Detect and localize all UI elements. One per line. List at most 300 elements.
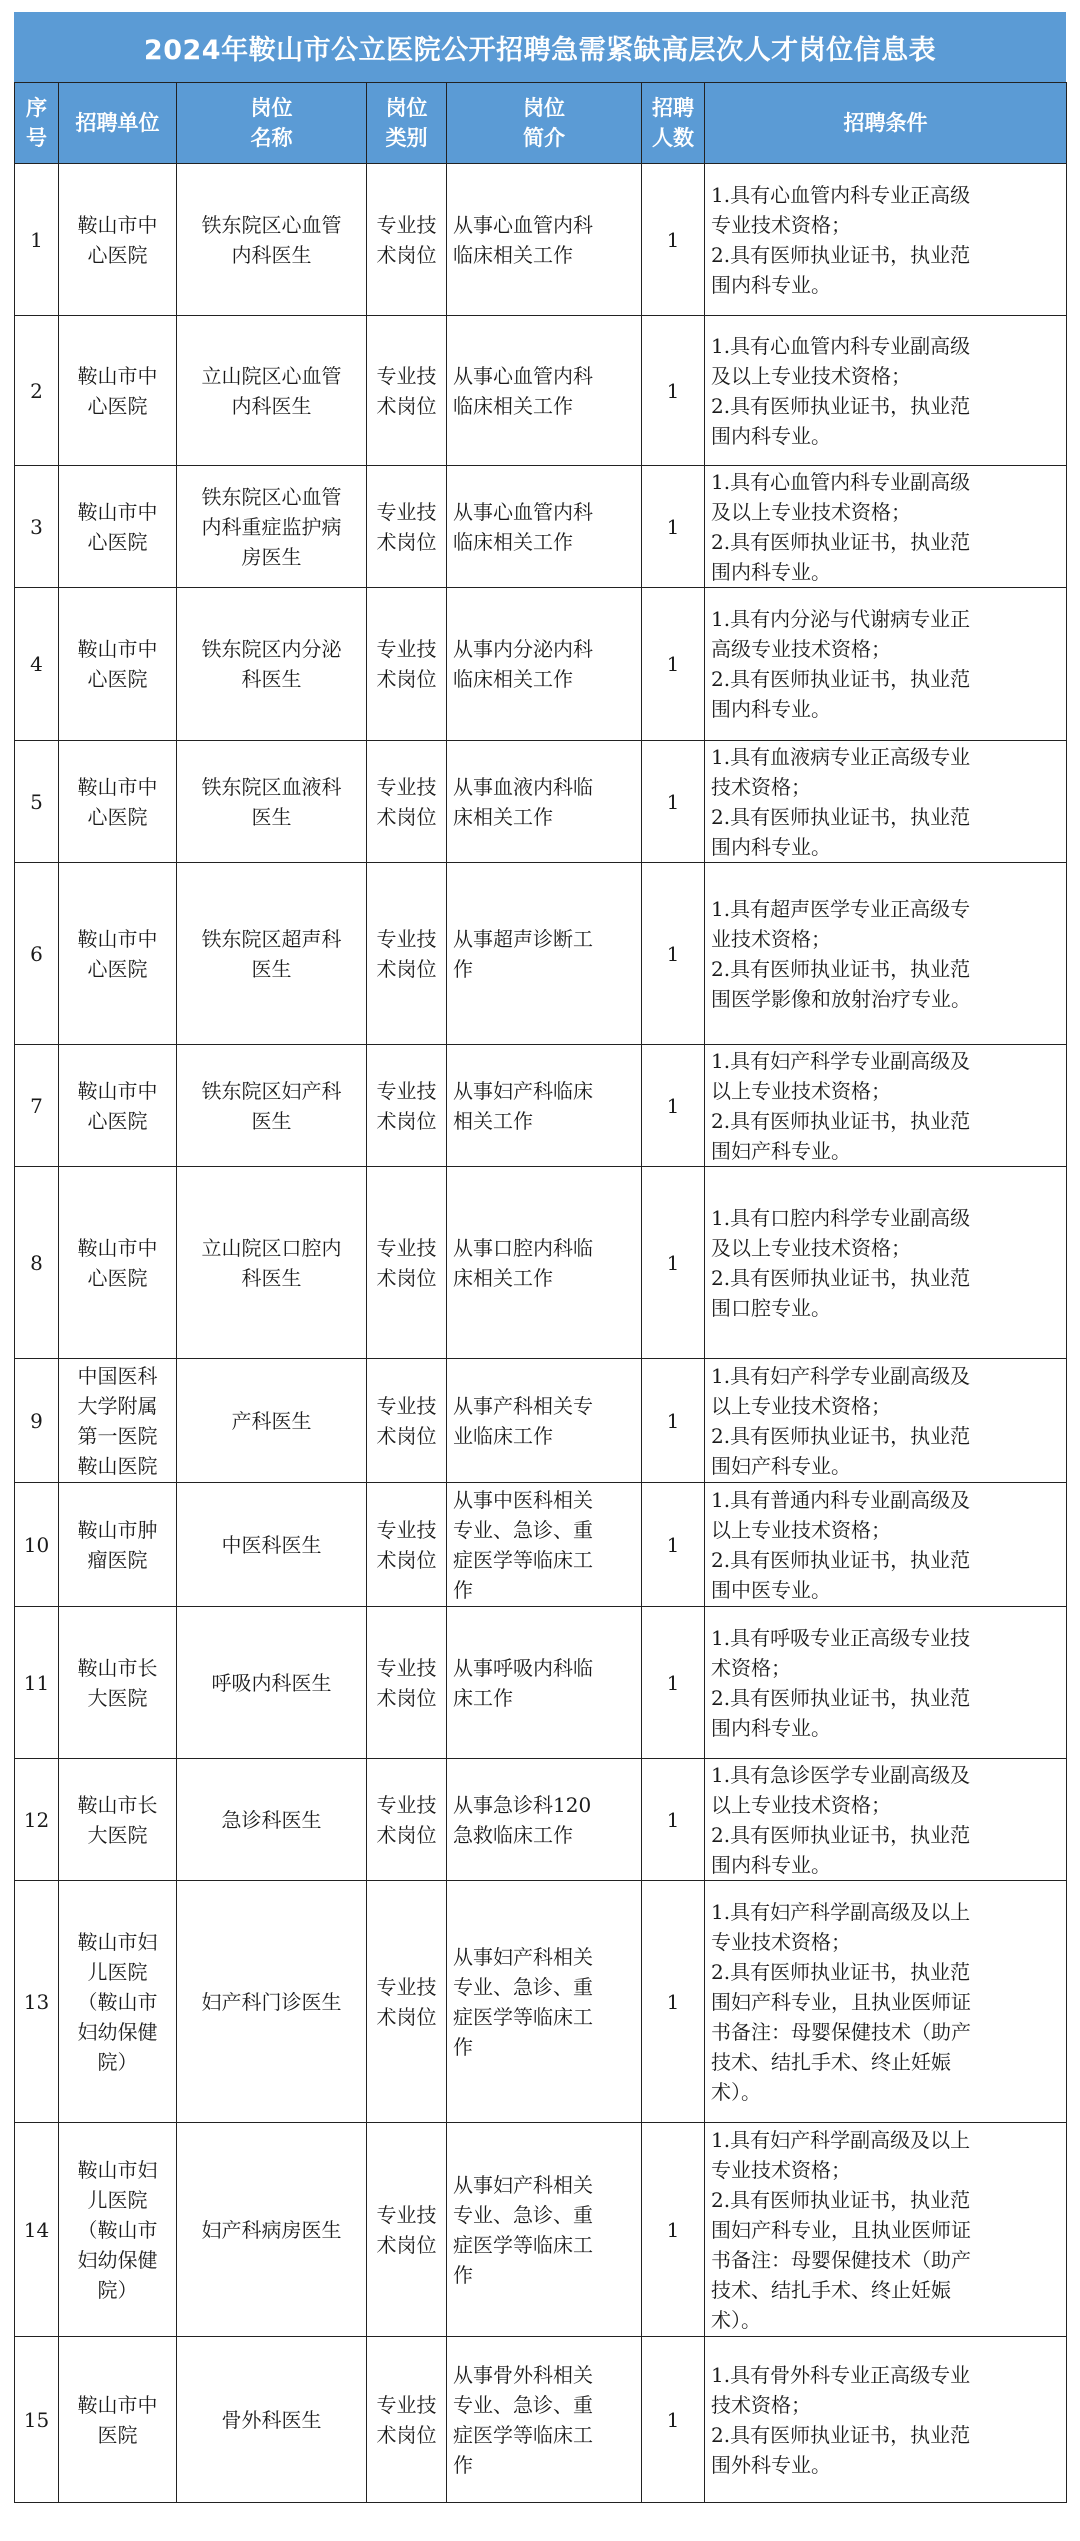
cell-requirements-line: 围内科专业。 (711, 1715, 831, 1740)
cell-requirements-line: 围内科专业。 (711, 834, 831, 859)
cell-post-name (177, 1045, 367, 1167)
cell-requirements-line: 2.具有医师执业证书，执业范 (711, 1547, 971, 1572)
cell-requirements (705, 1167, 1067, 1359)
cell-post-desc-line: 临床相关工作 (453, 667, 573, 691)
cell-unit-line: 鞍山医院 (77, 1453, 158, 1478)
cell-post-type-line: 术岗位 (376, 393, 437, 418)
cell-requirements (705, 316, 1067, 466)
cell-post-type-line: 专业技 (376, 926, 437, 951)
cell-unit (59, 1359, 177, 1483)
cell-requirements-line: 专业技术资格； (711, 2157, 851, 2182)
cell-post-type-line: 术岗位 (376, 2422, 437, 2447)
cell-unit (59, 1045, 177, 1167)
cell-requirements-line: 及以上专业技术资格； (711, 499, 911, 524)
cell-post-type-line: 术岗位 (376, 2232, 437, 2257)
cell-requirements-line: 2.具有医师执业证书，执业范 (711, 2422, 971, 2447)
cell-post-desc-line: 临床相关工作 (453, 242, 573, 267)
cell-requirements-line: 1.具有普通内科专业副高级及 (711, 1487, 971, 1512)
cell-requirements-line: 技术资格； (711, 774, 811, 799)
cell-post-type-line: 专业技 (376, 363, 437, 388)
cell-post-type-line: 术岗位 (376, 1265, 437, 1290)
cell-post-type-line: 术岗位 (376, 1423, 437, 1448)
cell-requirements (705, 2337, 1067, 2503)
cell-post-type (367, 588, 447, 741)
cell-requirements-line: 2.具有医师执业证书，执业范 (711, 1265, 971, 1290)
cell-requirements-line: 1.具有内分泌与代谢病专业正 (711, 607, 971, 631)
cell-post-desc (447, 1881, 642, 2123)
cell-count: 1 (642, 466, 705, 588)
cell-post-type-line: 术岗位 (376, 1685, 437, 1710)
cell-requirements-line: 围医学影像和放射治疗专业。 (711, 986, 971, 1011)
cell-count: 1 (642, 164, 705, 316)
cell-post-name-line: 妇产科病房医生 (201, 2217, 342, 2242)
cell-requirements-line: 1.具有呼吸专业正高级专业技 (711, 1625, 971, 1650)
cell-post-name-line: 铁东院区心血管 (201, 484, 342, 509)
cell-post-desc-line: 症医学等临床工 (453, 2232, 593, 2257)
cell-requirements-line: 2.具有医师执业证书，执业范 (711, 529, 971, 554)
table-row (15, 1483, 1067, 1607)
cell-requirements-line: 围妇产科专业，且执业医师证 (711, 1989, 971, 2014)
cell-seq: 12 (15, 1759, 59, 1881)
cell-unit (59, 164, 177, 316)
cell-post-type (367, 1607, 447, 1759)
cell-post-desc (447, 316, 642, 466)
cell-post-desc (447, 1167, 642, 1359)
cell-seq: 9 (15, 1359, 59, 1483)
cell-unit-line: 妇幼保健 (77, 2019, 158, 2044)
header-post-type: 岗位 类别 (367, 83, 447, 164)
cell-post-type-line: 专业技 (376, 1078, 437, 1103)
cell-post-name-line: 产科医生 (231, 1408, 312, 1433)
cell-requirements-line: 业技术资格； (711, 926, 831, 951)
cell-unit-line: 心医院 (87, 242, 148, 267)
cell-unit-line: 鞍山市中 (77, 774, 158, 799)
cell-post-type (367, 466, 447, 588)
cell-post-type-line: 术岗位 (376, 2004, 437, 2029)
cell-requirements-line: 围妇产科专业。 (711, 1453, 851, 1478)
cell-post-type-line: 专业技 (376, 2392, 437, 2417)
cell-unit-line: 心医院 (87, 1108, 148, 1133)
cell-requirements-line: 术）。 (711, 2307, 761, 2332)
cell-requirements-line: 围妇产科专业。 (711, 1138, 851, 1163)
cell-count: 1 (642, 741, 705, 863)
cell-requirements-line: 2.具有医师执业证书，执业范 (711, 1822, 971, 1847)
cell-requirements-line: 术资格； (711, 1655, 791, 1680)
cell-requirements-line: 2.具有医师执业证书，执业范 (711, 2187, 971, 2212)
cell-post-desc-line: 作 (453, 1577, 473, 1602)
table-row (15, 1045, 1067, 1167)
cell-post-name (177, 1759, 367, 1881)
cell-post-desc-line: 急救临床工作 (453, 1822, 573, 1847)
cell-unit-line: （鞍山市 (77, 2217, 158, 2242)
cell-post-desc-line: 从事产科相关专 (453, 1393, 593, 1418)
cell-unit (59, 1759, 177, 1881)
cell-requirements-line: 围内科专业。 (711, 697, 831, 721)
cell-requirements-line: 围中医专业。 (711, 1577, 831, 1602)
cell-post-desc-line: 临床相关工作 (453, 529, 573, 554)
cell-seq: 1 (15, 164, 59, 316)
header-post-name: 岗位 名称 (177, 83, 367, 164)
cell-post-desc-line: 从事呼吸内科临 (453, 1655, 593, 1680)
table-row (15, 2123, 1067, 2337)
cell-post-type-line: 术岗位 (376, 667, 437, 691)
cell-requirements (705, 2123, 1067, 2337)
cell-post-desc (447, 2337, 642, 2503)
cell-unit-line: 鞍山市中 (77, 1235, 158, 1260)
cell-requirements-line: 术）。 (711, 2079, 761, 2104)
cell-post-desc-line: 从事心血管内科 (453, 363, 593, 388)
cell-post-name-line: 中医科医生 (221, 1532, 322, 1557)
cell-unit-line: 院） (97, 2277, 138, 2302)
cell-unit (59, 741, 177, 863)
cell-unit-line: 医院 (97, 2422, 138, 2447)
cell-seq: 4 (15, 588, 59, 741)
cell-post-desc-line: 从事中医科相关 (453, 1487, 593, 1512)
cell-post-name (177, 588, 367, 741)
cell-post-desc (447, 1759, 642, 1881)
header-count: 招聘 人数 (642, 83, 705, 164)
cell-post-name-line: 铁东院区内分泌 (201, 637, 342, 661)
cell-requirements-line: 围妇产科专业，且执业医师证 (711, 2217, 971, 2242)
recruitment-table-container (14, 12, 1066, 2503)
cell-seq: 14 (15, 2123, 59, 2337)
cell-unit (59, 316, 177, 466)
header-post-desc: 岗位 简介 (447, 83, 642, 164)
cell-requirements-line: 1.具有口腔内科学专业副高级 (711, 1205, 971, 1230)
cell-requirements-line: 以上专业技术资格； (711, 1393, 891, 1418)
cell-requirements-line: 以上专业技术资格； (711, 1517, 891, 1542)
table-row (15, 2337, 1067, 2503)
cell-post-type (367, 316, 447, 466)
cell-post-name-line: 医生 (251, 1108, 292, 1133)
cell-post-name-line: 急诊科医生 (221, 1807, 322, 1832)
cell-seq: 10 (15, 1483, 59, 1607)
cell-post-desc-line: 从事血液内科临 (453, 774, 593, 799)
cell-unit-line: 儿医院 (87, 2187, 148, 2212)
cell-post-desc-line: 作 (453, 956, 473, 981)
cell-unit-line: 鞍山市肿 (77, 1517, 158, 1542)
cell-requirements-line: 书备注：母婴保健技术（助产 (711, 2019, 971, 2044)
cell-seq: 11 (15, 1607, 59, 1759)
cell-count: 1 (642, 2123, 705, 2337)
cell-requirements-line: 2.具有医师执业证书，执业范 (711, 1108, 971, 1133)
cell-requirements-line: 2.具有医师执业证书，执业范 (711, 1685, 971, 1710)
cell-post-name-line: 铁东院区血液科 (201, 774, 342, 799)
cell-requirements (705, 1881, 1067, 2123)
table-row (15, 1759, 1067, 1881)
cell-unit-line: 大医院 (87, 1685, 148, 1710)
cell-unit-line: 鞍山市长 (77, 1792, 158, 1817)
cell-post-type-line: 专业技 (376, 212, 437, 237)
header-unit: 招聘单位 (59, 83, 177, 164)
cell-requirements-line: 技术、结扎手术、终止妊娠 (711, 2277, 951, 2302)
cell-post-desc-line: 从事妇产科临床 (453, 1078, 593, 1103)
cell-post-type-line: 专业技 (376, 1655, 437, 1680)
cell-post-name-line: 骨外科医生 (221, 2407, 322, 2432)
cell-count: 1 (642, 316, 705, 466)
table-row (15, 164, 1067, 316)
cell-unit-line: 大学附属 (77, 1393, 158, 1418)
cell-requirements-line: 1.具有血液病专业正高级专业 (711, 744, 971, 769)
cell-unit-line: 第一医院 (77, 1423, 158, 1448)
cell-post-type-line: 术岗位 (376, 529, 437, 554)
cell-post-type-line: 专业技 (376, 637, 437, 661)
cell-unit-line: 鞍山市长 (77, 1655, 158, 1680)
cell-unit (59, 588, 177, 741)
cell-unit (59, 2337, 177, 2503)
cell-seq: 13 (15, 1881, 59, 2123)
cell-post-name-line: 科医生 (241, 1265, 302, 1290)
cell-post-desc-line: 从事心血管内科 (453, 212, 593, 237)
cell-requirements-line: 2.具有医师执业证书，执业范 (711, 242, 971, 267)
cell-unit-line: 院） (97, 2049, 138, 2074)
cell-requirements-line: 1.具有妇产科学副高级及以上 (711, 1899, 971, 1924)
cell-count: 1 (642, 1607, 705, 1759)
cell-unit-line: 鞍山市中 (77, 212, 158, 237)
cell-post-name-line: 科医生 (241, 667, 302, 691)
cell-unit-line: 鞍山市妇 (77, 1929, 158, 1954)
cell-post-desc (447, 466, 642, 588)
cell-post-name (177, 164, 367, 316)
cell-post-type-line: 专业技 (376, 2202, 437, 2227)
cell-unit (59, 1607, 177, 1759)
cell-seq: 7 (15, 1045, 59, 1167)
cell-requirements-line: 1.具有超声医学专业正高级专 (711, 896, 971, 921)
cell-count: 1 (642, 1881, 705, 2123)
cell-post-name (177, 2337, 367, 2503)
cell-post-type (367, 1359, 447, 1483)
cell-unit (59, 863, 177, 1045)
cell-unit-line: 鞍山市妇 (77, 2157, 158, 2182)
cell-post-name-line: 呼吸内科医生 (211, 1670, 332, 1695)
cell-requirements (705, 1483, 1067, 1607)
cell-unit-line: 鞍山市中 (77, 2392, 158, 2417)
cell-requirements-line: 2.具有医师执业证书，执业范 (711, 667, 971, 691)
cell-post-type-line: 专业技 (376, 1974, 437, 1999)
cell-unit-line: 大医院 (87, 1822, 148, 1847)
cell-post-desc-line: 床工作 (453, 1685, 513, 1710)
cell-requirements-line: 高级专业技术资格； (711, 637, 891, 661)
cell-post-desc (447, 1483, 642, 1607)
cell-post-desc-line: 专业、急诊、重 (453, 1974, 593, 1999)
cell-post-type-line: 术岗位 (376, 804, 437, 829)
cell-unit-line: 鞍山市中 (77, 1078, 158, 1103)
cell-post-desc-line: 作 (453, 2262, 473, 2287)
cell-requirements-line: 围口腔专业。 (711, 1295, 831, 1320)
cell-post-type-line: 术岗位 (376, 1822, 437, 1847)
cell-post-type (367, 1759, 447, 1881)
cell-unit-line: 中国医科 (77, 1363, 158, 1388)
cell-post-name (177, 741, 367, 863)
cell-post-type (367, 2337, 447, 2503)
cell-requirements-line: 1.具有妇产科学专业副高级及 (711, 1048, 971, 1073)
cell-seq: 15 (15, 2337, 59, 2503)
cell-post-type (367, 1045, 447, 1167)
cell-requirements-line: 技术、结扎手术、终止妊娠 (711, 2049, 951, 2074)
cell-requirements-line: 专业技术资格； (711, 212, 851, 237)
header-requirements: 招聘条件 (705, 83, 1067, 164)
cell-post-desc-line: 专业、急诊、重 (453, 1517, 593, 1542)
cell-post-desc-line: 症医学等临床工 (453, 2004, 593, 2029)
cell-post-type (367, 1167, 447, 1359)
cell-post-name (177, 466, 367, 588)
cell-post-desc-line: 从事妇产科相关 (453, 2172, 593, 2197)
cell-post-desc-line: 从事超声诊断工 (453, 926, 593, 951)
cell-post-name (177, 316, 367, 466)
cell-requirements-line: 以上专业技术资格； (711, 1078, 891, 1103)
cell-post-type-line: 术岗位 (376, 1108, 437, 1133)
cell-post-desc (447, 1607, 642, 1759)
cell-unit-line: 儿医院 (87, 1959, 148, 1984)
cell-post-type (367, 2123, 447, 2337)
cell-seq: 8 (15, 1167, 59, 1359)
cell-post-name-line: 铁东院区心血管 (201, 212, 342, 237)
cell-requirements-line: 及以上专业技术资格； (711, 363, 911, 388)
cell-post-type-line: 术岗位 (376, 1547, 437, 1572)
cell-unit (59, 466, 177, 588)
cell-count: 1 (642, 1045, 705, 1167)
cell-post-type-line: 专业技 (376, 1792, 437, 1817)
cell-post-name-line: 医生 (251, 956, 292, 981)
cell-count: 1 (642, 1359, 705, 1483)
cell-requirements-line: 围内科专业。 (711, 423, 831, 448)
recruitment-table (14, 82, 1067, 2503)
cell-post-type-line: 专业技 (376, 774, 437, 799)
header-seq: 序 号 (15, 83, 59, 164)
cell-post-name-line: 内科医生 (231, 242, 312, 267)
cell-unit (59, 2123, 177, 2337)
cell-count: 1 (642, 1759, 705, 1881)
cell-unit-line: 心医院 (87, 956, 148, 981)
cell-post-name (177, 1607, 367, 1759)
cell-requirements-line: 技术资格； (711, 2392, 811, 2417)
cell-unit (59, 1483, 177, 1607)
cell-seq: 3 (15, 466, 59, 588)
cell-post-desc (447, 588, 642, 741)
cell-post-name (177, 1359, 367, 1483)
cell-post-name (177, 1167, 367, 1359)
cell-post-name-line: 妇产科门诊医生 (201, 1989, 342, 2014)
cell-post-desc-line: 床相关工作 (453, 1265, 553, 1290)
cell-requirements (705, 466, 1067, 588)
cell-post-desc-line: 作 (453, 2452, 473, 2477)
cell-post-desc (447, 2123, 642, 2337)
cell-post-desc-line: 从事内分泌内科 (453, 637, 593, 661)
cell-requirements-line: 围内科专业。 (711, 272, 831, 297)
cell-unit-line: 心医院 (87, 667, 148, 691)
cell-post-name-line: 内科重症监护病 (201, 514, 342, 539)
cell-post-name-line: 医生 (251, 804, 292, 829)
cell-seq: 2 (15, 316, 59, 466)
cell-post-name (177, 1483, 367, 1607)
cell-post-type-line: 术岗位 (376, 956, 437, 981)
cell-requirements (705, 1359, 1067, 1483)
cell-post-type-line: 专业技 (376, 1393, 437, 1418)
cell-post-desc-line: 从事急诊科120 (453, 1792, 592, 1817)
cell-unit-line: 心医院 (87, 804, 148, 829)
cell-post-name (177, 863, 367, 1045)
cell-post-desc-line: 专业、急诊、重 (453, 2392, 593, 2417)
cell-count: 1 (642, 588, 705, 741)
cell-requirements-line: 围内科专业。 (711, 1852, 831, 1877)
cell-unit-line: 瘤医院 (87, 1547, 148, 1572)
table-row (15, 1607, 1067, 1759)
cell-post-type-line: 专业技 (376, 499, 437, 524)
cell-post-name-line: 立山院区口腔内 (201, 1235, 342, 1260)
cell-post-name (177, 2123, 367, 2337)
cell-requirements-line: 书备注：母婴保健技术（助产 (711, 2247, 971, 2272)
cell-requirements-line: 以上专业技术资格； (711, 1792, 891, 1817)
cell-post-desc-line: 床相关工作 (453, 804, 553, 829)
cell-post-desc-line: 临床相关工作 (453, 393, 573, 418)
cell-requirements-line: 1.具有骨外科专业正高级专业 (711, 2362, 971, 2387)
cell-unit (59, 1881, 177, 2123)
cell-requirements (705, 1045, 1067, 1167)
cell-post-desc-line: 从事骨外科相关 (453, 2362, 593, 2387)
cell-post-name (177, 1881, 367, 2123)
table-row (15, 588, 1067, 741)
cell-post-type-line: 专业技 (376, 1517, 437, 1542)
cell-post-type (367, 164, 447, 316)
table-row (15, 1359, 1067, 1483)
cell-post-desc (447, 741, 642, 863)
cell-requirements-line: 2.具有医师执业证书，执业范 (711, 956, 971, 981)
cell-count: 1 (642, 1167, 705, 1359)
cell-post-type (367, 1483, 447, 1607)
cell-unit-line: 心医院 (87, 393, 148, 418)
cell-requirements-line: 1.具有妇产科学副高级及以上 (711, 2127, 971, 2152)
cell-unit (59, 1167, 177, 1359)
cell-post-desc-line: 症医学等临床工 (453, 2422, 593, 2447)
cell-unit-line: 妇幼保健 (77, 2247, 158, 2272)
cell-post-desc (447, 863, 642, 1045)
cell-post-name-line: 立山院区心血管 (201, 363, 342, 388)
cell-post-desc-line: 专业、急诊、重 (453, 2202, 593, 2227)
cell-requirements-line: 围内科专业。 (711, 559, 831, 584)
cell-unit-line: 鞍山市中 (77, 363, 158, 388)
cell-post-desc-line: 从事妇产科相关 (453, 1944, 593, 1969)
cell-post-desc (447, 1045, 642, 1167)
cell-requirements-line: 1.具有妇产科学专业副高级及 (711, 1363, 971, 1388)
cell-post-type (367, 1881, 447, 2123)
cell-post-desc-line: 相关工作 (453, 1108, 533, 1133)
cell-post-desc-line: 作 (453, 2034, 473, 2059)
cell-requirements-line: 1.具有心血管内科专业副高级 (711, 469, 971, 494)
cell-post-type-line: 术岗位 (376, 242, 437, 267)
cell-requirements-line: 1.具有心血管内科专业副高级 (711, 333, 971, 358)
cell-unit-line: 心医院 (87, 1265, 148, 1290)
cell-unit-line: （鞍山市 (77, 1989, 158, 2014)
cell-unit-line: 鞍山市中 (77, 926, 158, 951)
table-row (15, 741, 1067, 863)
cell-requirements (705, 741, 1067, 863)
cell-count: 1 (642, 2337, 705, 2503)
cell-post-desc-line: 业临床工作 (453, 1423, 553, 1448)
cell-post-name-line: 房医生 (241, 544, 302, 569)
header-row (15, 83, 1067, 164)
cell-requirements (705, 1607, 1067, 1759)
cell-requirements (705, 1759, 1067, 1881)
table-row (15, 466, 1067, 588)
cell-post-desc-line: 从事口腔内科临 (453, 1235, 593, 1260)
cell-post-type-line: 专业技 (376, 1235, 437, 1260)
cell-requirements-line: 2.具有医师执业证书，执业范 (711, 1959, 971, 1984)
cell-post-name-line: 铁东院区超声科 (201, 926, 342, 951)
cell-requirements-line: 专业技术资格； (711, 1929, 851, 1954)
cell-requirements (705, 164, 1067, 316)
cell-requirements-line: 2.具有医师执业证书，执业范 (711, 804, 971, 829)
cell-requirements-line: 1.具有急诊医学专业副高级及 (711, 1762, 971, 1787)
